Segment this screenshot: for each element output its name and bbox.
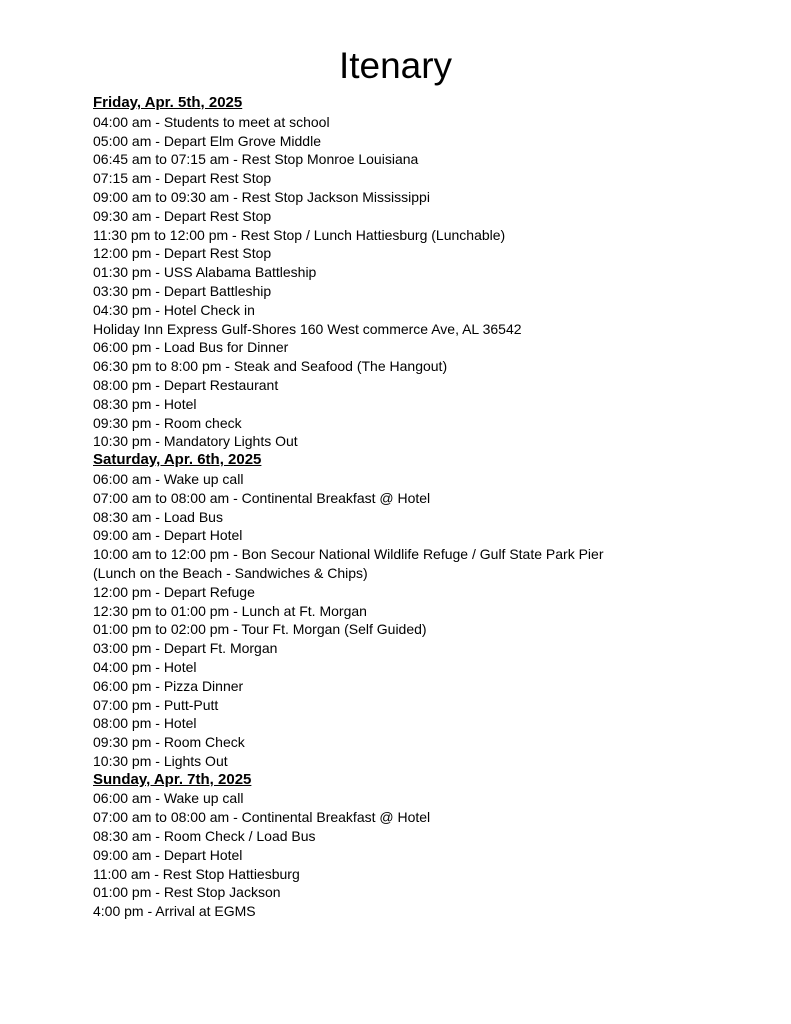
itinerary-item: 05:00 am - Depart Elm Grove Middle — [93, 132, 321, 149]
itinerary-item: 09:30 am - Depart Rest Stop — [93, 207, 272, 224]
itinerary-item: 03:00 pm - Depart Ft. Morgan — [93, 640, 278, 657]
itinerary-item: 11:00 am - Rest Stop Hattiesburg — [93, 865, 300, 882]
itinerary-item: 08:30 am - Load Bus — [93, 508, 223, 525]
itinerary-item: Holiday Inn Express Gulf-Shores 160 West commerce Ave, AL 36542 — [93, 320, 522, 337]
itinerary-item: 12:00 pm - Depart Rest Stop — [93, 245, 272, 262]
itinerary-item: 10:30 pm - Mandatory Lights Out — [93, 433, 298, 450]
itinerary-item: 4:00 pm - Arrival at EGMS — [93, 903, 256, 920]
itinerary-item: 09:00 am to 09:30 am - Rest Stop Jackson Mississippi — [93, 188, 430, 205]
itinerary-item: 08:00 pm - Hotel — [93, 715, 197, 732]
itinerary-item: 09:30 pm - Room Check — [93, 734, 245, 751]
day-heading: Sunday, Apr. 7th, 2025 — [93, 770, 252, 788]
itinerary-item: 04:00 pm - Hotel — [93, 658, 197, 675]
itinerary-item: 01:30 pm - USS Alabama Battleship — [93, 264, 317, 281]
itinerary-item: 01:00 pm - Rest Stop Jackson — [93, 884, 281, 901]
itinerary-item: 07:00 am to 08:00 am - Continental Breakfast @ Hotel — [93, 809, 431, 826]
itinerary-item: (Lunch on the Beach - Sandwiches & Chips) — [93, 564, 368, 581]
itinerary-item: 11:30 pm to 12:00 pm - Rest Stop / Lunch Hattiesburg (Lunchable) — [93, 226, 506, 243]
itinerary-item: 08:30 pm - Hotel — [93, 395, 197, 412]
itinerary-item: 06:30 pm to 8:00 pm - Steak and Seafood (The Hangout) — [93, 358, 448, 375]
itinerary-item: 09:00 am - Depart Hotel — [93, 527, 243, 544]
day-section — [93, 94, 753, 451]
day-heading: Friday, Apr. 5th, 2025 — [93, 94, 243, 111]
itinerary-item: 04:00 am - Students to meet at school — [93, 113, 330, 130]
itinerary-item: 07:00 am to 08:00 am - Continental Breakfast @ Hotel — [93, 489, 431, 506]
itinerary-item: 01:00 pm to 02:00 pm - Tour Ft. Morgan (Self Guided) — [93, 621, 427, 638]
page-title: Itenary — [338, 45, 453, 86]
itinerary-content — [93, 94, 753, 921]
itinerary-item: 09:30 pm - Room check — [93, 414, 242, 431]
itinerary-item: 09:00 am - Depart Hotel — [93, 846, 243, 863]
itinerary-item: 07:00 pm - Putt-Putt — [93, 696, 219, 713]
itinerary-item: 06:00 pm - Pizza Dinner — [93, 677, 244, 694]
itinerary-item: 06:00 am - Wake up call — [93, 790, 244, 807]
itinerary-item: 12:30 pm to 01:00 pm - Lunch at Ft. Morgan — [93, 602, 367, 619]
itinerary-item: 10:30 pm - Lights Out — [93, 752, 228, 769]
itinerary-item: 07:15 am - Depart Rest Stop — [93, 170, 272, 187]
day-heading: Saturday, Apr. 6th, 2025 — [93, 451, 262, 469]
itinerary-item: 06:00 pm - Load Bus for Dinner — [93, 339, 289, 356]
day-section — [93, 771, 753, 921]
day-section — [93, 451, 753, 771]
itinerary-item: 06:00 am - Wake up call — [93, 470, 244, 487]
itinerary-item: 10:00 am to 12:00 pm - Bon Secour National Wildlife Refuge / Gulf State Park Pier — [93, 546, 604, 563]
itinerary-item: 12:00 pm - Depart Refuge — [93, 583, 255, 600]
itinerary-item: 08:00 pm - Depart Restaurant — [93, 376, 279, 393]
itinerary-item: 03:30 pm - Depart Battleship — [93, 282, 272, 299]
itinerary-item: 06:45 am to 07:15 am - Rest Stop Monroe Louisiana — [93, 151, 419, 168]
itinerary-item: 08:30 am - Room Check / Load Bus — [93, 828, 316, 845]
itinerary-item: 04:30 pm - Hotel Check in — [93, 301, 255, 318]
